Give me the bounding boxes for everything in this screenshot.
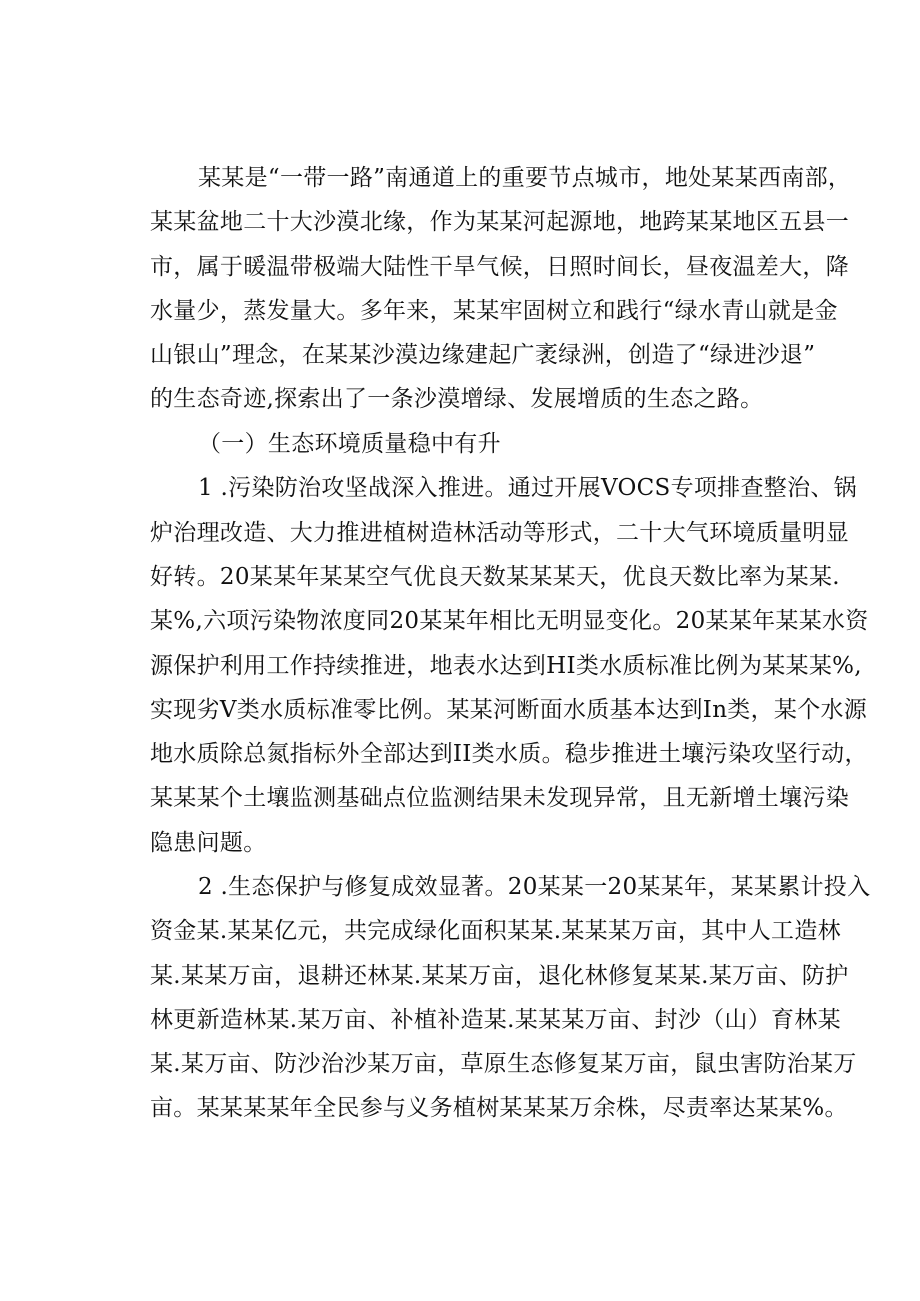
item-2-line: 某.某万亩、防沙治沙某万亩，草原生态修复某万亩，鼠虫害防治某万 [150,1051,857,1077]
intro-line: 市，属于暖温带极端大陆性干旱气候，日照时间长，昼夜温差大，降 [150,254,849,280]
item-1-line: 炉治理改造、大力推进植树造林活动等形式，二十大气环境质量明显 [150,520,849,546]
item-1-line: 某%,六项污染物浓度同20某某年相比无明显变化。20某某年某某水资 [150,608,869,634]
item-1-line: 某某某个土壤监测基础点位监测结果未发现异常，且无新增土壤污染 [150,785,849,811]
item-2-line: 某.某某万亩，退耕还林某.某某万亩，退化林修复某某.某万亩、防护 [150,963,849,989]
intro-line: 某某盆地二十大沙漠北缘，作为某某河起源地，地跨某某地区五县一 [150,209,849,235]
intro-line: 某某是“一带一路”南通道上的重要节点城市，地处某某西南部， [198,165,852,191]
item-2-line: 林更新造林某.某万亩、补植补造某.某某某万亩、封沙（山）育林某 [150,1007,841,1033]
item-1-line: 实现劣V类水质标准零比例。某某河断面水质基本达到In类，某个水源 [150,697,868,723]
item-2-line: 亩。某某某某年全民参与义务植树某某某万余株，尽责率达某某%。 [150,1095,848,1121]
item-2-line: 资金某.某某亿元，共完成绿化面积某某.某某某万亩，其中人工造林 [150,918,841,944]
item-2-line: 2 .生态保护与修复成效显著。20某某一20某某年，某某累计投入 [198,874,871,900]
item-1-line: 好转。20某某年某某空气优良天数某某某天，优良天数比率为某某. [150,564,840,590]
item-1-line: 隐患问题。 [150,830,267,856]
section-heading: （一）生态环境质量稳中有升 [198,431,501,457]
intro-line: 水量少，蒸发量大。多年来，某某牢固树立和践行“绿水青山就是金 [150,298,838,324]
intro-line: 山银山”理念，在某某沙漠边缘建起广袤绿洲，创造了“绿进沙退” [150,342,816,368]
item-1-line: 1 .污染防治攻坚战深入推进。通过开展VOCS专项排查整治、锅 [198,475,857,501]
intro-line: 的生态奇迹,探索出了一条沙漠增绿、发展增质的生态之路。 [150,386,764,412]
item-1-line: 地水质除总氮指标外全部达到II类水质。稳步推进土壤污染攻坚行动， [150,741,868,767]
item-1-line: 源保护利用工作持续推进，地表水达到HI类水质标准比例为某某某%, [150,653,862,679]
